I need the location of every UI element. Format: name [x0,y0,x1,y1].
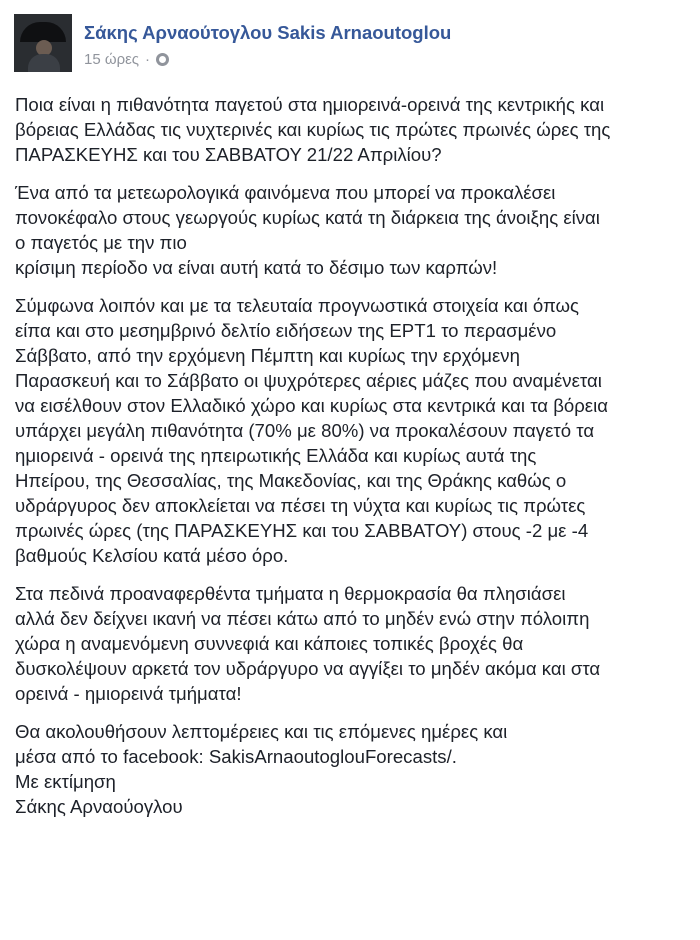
post-body [15,92,697,832]
umbrella-icon [20,22,66,42]
post-text-line: Με εκτίμηση [15,771,116,792]
post-text-line: αλλά δεν δείχνει ικανή να πέσει κάτω από το μηδέν ενώ στην πόλοιπη [15,608,590,629]
post-text-line: Παρασκευή και το Σάββατο οι ψυχρότερες αέριες μάζες που αναμένεται [15,370,602,391]
post-text-line: Στα πεδινά προαναφερθέντα τμήματα η θερμοκρασία θα πλησιάσει [15,583,566,604]
post-text-line: πρωινές ώρες (της ΠΑΡΑΣΚΕΥΗΣ και του ΣΑΒΒΑΤΟΥ) στους -2 με -4 [15,520,589,541]
post-paragraph [15,719,697,819]
post-text-line: είπα και στο μεσημβρινό δελτίο ειδήσεων της ΕΡΤ1 το περασμένο [15,320,557,341]
post-text-line: υπάρχει μεγάλη πιθανότητα (70% με 80%) να προκαλέσουν παγετό τα [15,420,595,441]
post-paragraph [15,581,697,706]
post-paragraph [15,293,697,568]
post-text-line: Ηπείρου, της Θεσσαλίας, της Μακεδονίας, και της Θράκης καθώς ο [15,470,567,491]
post-paragraph [15,180,697,280]
post-text-line: Σάββατο, από την ερχόμενη Πέμπτη και κυρίως την ερχόμενη [15,345,520,366]
post-text-line: ορεινά - ημιορεινά τμήματα! [15,683,242,704]
post-text-line: Σάκης Αρναούογλου [15,796,183,817]
post-meta [84,14,451,72]
post-text-line: χώρα η αναμενόμενη συννεφιά και κάποιες τοπικές βροχές θα [15,633,524,654]
person-body [28,54,60,72]
globe-icon[interactable] [156,53,169,66]
post-text-line: ΠΑΡΑΣΚΕΥΗΣ και του ΣΑΒΒΑΤΟΥ 21/22 Απριλίου? [15,144,442,165]
post-text-line: Ποια είναι η πιθανότητα παγετού στα ημιορεινά-ορεινά της κεντρικής και [15,94,605,115]
post-text-line: ο παγετός με την πιο [15,232,187,253]
post-text-line: να εισέλθουν στον Ελλαδικό χώρο και κυρίως στα κεντρικά και τα βόρεια [15,395,608,416]
post-text-line: κρίσιμη περίοδο να είναι αυτή κατά το δέσιμο των καρπών! [15,257,498,278]
post-header [14,14,451,72]
post-text-line: υδράργυρος δεν αποκλείεται να πέσει τη νύχτα και κυρίως τις πρώτες [15,495,586,516]
post-text-line: βόρειας Ελλάδας τις νυχτερινές και κυρίως τις πρώτες πρωινές ώρες της [15,119,611,140]
post-subline [84,51,451,68]
avatar[interactable] [14,14,72,72]
post-text-line: Σύμφωνα λοιπόν και με τα τελευταία προγνωστικά στοιχεία και όπως [15,295,579,316]
post-paragraph [15,92,697,167]
author-name[interactable]: Σάκης Αρναούτογλου Sakis Arnaoutoglou [84,22,452,43]
post-timestamp[interactable]: 15 ώρες [84,51,140,68]
post-text-line: δυσκολέψουν αρκετά τον υδράργυρο να αγγίξει το μηδέν ακόμα και στα [15,658,601,679]
post-text-line: μέσα από το facebook: SakisArnaoutoglouForecasts/. [15,746,457,767]
post-text-line: βαθμούς Κελσίου κατά μέσο όρο. [15,545,289,566]
post-text-line: Ένα από τα μετεωρολογικά φαινόμενα που μπορεί να προκαλέσει [15,182,556,203]
post-text-line: πονοκέφαλο στους γεωργούς κυρίως κατά τη διάρκεια της άνοιξης είναι [15,207,600,228]
separator-dot: · [145,51,151,68]
post-text-line: Θα ακολουθήσουν λεπτομέρειες και τις επόμενες ημέρες και [15,721,508,742]
post-text-line: ημιορεινά - ορεινά της ηπειρωτικής Ελλάδα και κυρίως αυτά της [15,445,537,466]
